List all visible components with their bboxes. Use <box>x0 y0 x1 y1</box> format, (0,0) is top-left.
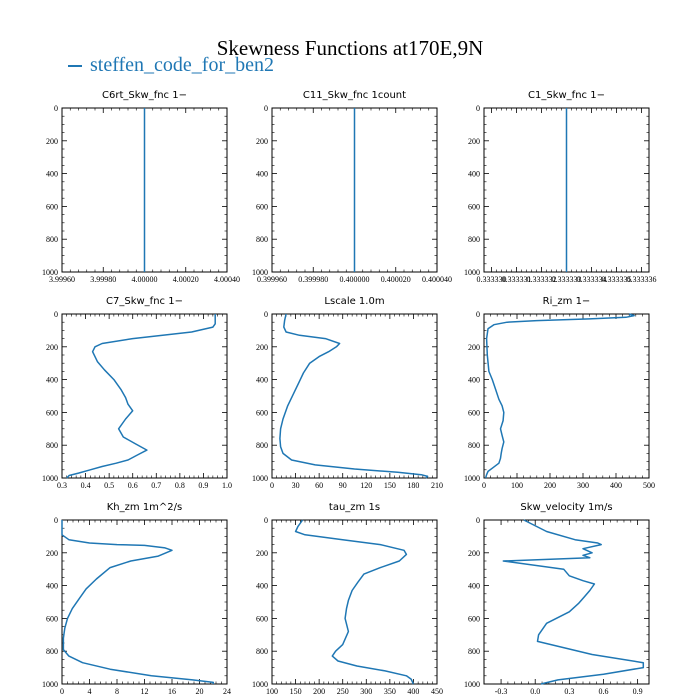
panel-6-xtick-label: 0 <box>482 481 486 490</box>
panel-8-ytick-label: 200 <box>256 548 268 558</box>
panel-8-xtick-label: 400 <box>407 687 420 696</box>
panel-5-xtick-label: 30 <box>291 481 300 490</box>
panel-8-ytick-label: 1000 <box>252 680 268 689</box>
panel-2-ytick-label: 400 <box>256 169 268 179</box>
panel-5-xtick-label: 0 <box>270 481 274 490</box>
panel-8-xtick-label: 450 <box>431 687 443 696</box>
panel-4-xtick-label: 0.7 <box>151 481 162 490</box>
panel-6-series-line <box>486 314 634 478</box>
panel-4-xtick-label: 0.6 <box>127 481 138 490</box>
panel-5-xtick-label: 210 <box>431 481 443 490</box>
panel-5-xtick-label: 150 <box>383 481 396 490</box>
panel-4-xtick-label: 0.4 <box>80 481 91 490</box>
panel-6-ytick-label: 1000 <box>464 474 480 483</box>
panel-5-ytick-label: 0 <box>264 310 268 319</box>
panel-5-xtick-label: 120 <box>360 481 373 490</box>
panel-5-xtick-label: 90 <box>338 481 347 490</box>
panel-6-title: Ri_zm 1− <box>542 296 591 307</box>
panel-8-xtick-label: 200 <box>313 687 326 696</box>
panel-8-frame <box>272 520 437 684</box>
panel-1-ytick-label: 400 <box>46 169 58 179</box>
panel-3-ytick-label: 0 <box>476 104 480 113</box>
panel-3-xtick-label: 0.333331 <box>501 275 532 284</box>
panel-9-ytick-label: 600 <box>468 614 480 624</box>
panel-9-xtick-label: 0.3 <box>564 687 575 696</box>
panel-6-ytick-label: 800 <box>468 441 480 451</box>
panel-9-xtick-label: 0.9 <box>632 687 643 696</box>
panel-3-ytick-label: 800 <box>468 235 480 245</box>
panel-8-series-line <box>296 520 414 684</box>
panel-3-xtick-label: 0.333336 <box>626 275 657 284</box>
panel-7-title: Kh_zm 1m^2/s <box>106 502 183 513</box>
panel-9-title: Skw_velocity 1m/s <box>520 502 613 513</box>
panel-4-xtick-label: 0.5 <box>104 481 115 490</box>
panel-9-ytick-label: 1000 <box>464 680 480 689</box>
panel-7-xtick-label: 0 <box>60 687 64 696</box>
panel-7-ytick-label: 800 <box>46 647 58 657</box>
panel-8-title: tau_zm 1s <box>328 502 381 513</box>
panel-4-ytick-label: 400 <box>46 375 58 385</box>
panel-1-ytick-label: 800 <box>46 235 58 245</box>
panel-4-series-line <box>67 314 216 478</box>
panel-5-ytick-label: 600 <box>256 408 268 418</box>
panel-2-ytick-label: 600 <box>256 202 268 212</box>
panel-7-xtick-label: 4 <box>87 687 92 696</box>
panel-4-ytick-label: 800 <box>46 441 58 451</box>
panel-8-xtick-label: 350 <box>383 687 396 696</box>
panel-4-xtick-label: 0.8 <box>174 481 185 490</box>
panel-1-xtick-label: 4.00020 <box>172 275 199 284</box>
panel-5-xtick-label: 180 <box>407 481 420 490</box>
panel-2-xtick-label: 0.399980 <box>298 275 329 284</box>
panel-3-ytick-label: 600 <box>468 202 480 212</box>
panel-3-xtick-label: 0.333335 <box>601 275 632 284</box>
panel-5-series-line <box>280 314 428 478</box>
panel-5-title: Lscale 1.0m <box>324 296 385 307</box>
panel-7-series-line <box>62 520 213 684</box>
panel-9-series-line <box>503 520 643 684</box>
panel-4-title: C7_Skw_fnc 1− <box>106 296 183 307</box>
panel-5-ytick-label: 800 <box>256 441 268 451</box>
figure-title: Skewness Functions at170E,9N <box>216 36 484 60</box>
panel-6-ytick-label: 400 <box>468 375 480 385</box>
panel-9-ytick-label: 800 <box>468 647 480 657</box>
panel-4-ytick-label: 1000 <box>42 474 58 483</box>
panel-1-title: C6rt_Skw_fnc 1− <box>102 90 187 101</box>
panel-5-ytick-label: 1000 <box>252 474 268 483</box>
panel-1-xtick-label: 3.99980 <box>90 275 117 284</box>
panel-2-ytick-label: 0 <box>264 104 268 113</box>
panel-4-ytick-label: 0 <box>54 310 58 319</box>
panel-8-xtick-label: 100 <box>266 687 278 696</box>
panel-6-frame <box>484 314 649 478</box>
panel-8-ytick-label: 0 <box>264 516 268 525</box>
panel-1-xtick-label: 4.00040 <box>214 275 240 284</box>
panel-2-xtick-label: 0.400040 <box>422 275 452 284</box>
panel-3-title: C1_Skw_fnc 1− <box>528 90 605 101</box>
panel-8-xtick-label: 150 <box>289 687 302 696</box>
panel-9-ytick-label: 400 <box>468 581 480 591</box>
panel-6-ytick-label: 0 <box>476 310 480 319</box>
panel-8-xtick-label: 300 <box>360 687 373 696</box>
panel-5-ytick-label: 200 <box>256 342 268 352</box>
panel-7-xtick-label: 8 <box>115 687 119 696</box>
panel-1-xtick-label: 3.99960 <box>49 275 75 284</box>
panel-7-ytick-label: 200 <box>46 548 58 558</box>
panel-4-ytick-label: 200 <box>46 342 58 352</box>
panel-1-ytick-label: 0 <box>54 104 58 113</box>
panel-1-ytick-label: 200 <box>46 136 58 146</box>
panel-3-xtick-label: 0.333333 <box>551 275 582 284</box>
panel-7-ytick-label: 0 <box>54 516 58 525</box>
panel-3-ytick-label: 1000 <box>464 268 480 277</box>
panel-3-ytick-label: 400 <box>468 169 480 179</box>
panel-4-xtick-label: 0.3 <box>57 481 67 490</box>
panel-2-xtick-label: 0.400020 <box>380 275 411 284</box>
panel-2-xtick-label: 0.400000 <box>339 275 370 284</box>
panel-6-xtick-label: 300 <box>577 481 589 490</box>
panel-6-xtick-label: 500 <box>643 481 655 490</box>
panel-7-xtick-label: 12 <box>140 687 149 696</box>
panel-8-ytick-label: 800 <box>256 647 268 657</box>
panel-7-xtick-label: 24 <box>223 687 231 696</box>
panel-2-ytick-label: 1000 <box>252 268 268 277</box>
panel-2-title: C11_Skw_fnc 1count <box>302 90 407 101</box>
panel-7-frame <box>62 520 227 684</box>
panel-4-xtick-label: 1.0 <box>222 481 232 490</box>
panel-5-frame <box>272 314 437 478</box>
panel-2-ytick-label: 800 <box>256 235 268 245</box>
panel-7-ytick-label: 600 <box>46 614 58 624</box>
panel-6-xtick-label: 400 <box>610 481 622 490</box>
panel-9-xtick-label: 0.6 <box>598 687 609 696</box>
panel-8-ytick-label: 600 <box>256 614 268 624</box>
panel-9-xtick-label: 0.0 <box>530 687 541 696</box>
panel-5-xtick-label: 60 <box>315 481 324 490</box>
panel-9-xtick-label: -0.3 <box>494 687 508 696</box>
legend-label: steffen_code_for_ben2 <box>90 54 275 76</box>
panel-2-ytick-label: 200 <box>256 136 268 146</box>
panel-9-ytick-label: 0 <box>476 516 480 525</box>
panel-7-xtick-label: 16 <box>168 687 176 696</box>
panel-6-xtick-label: 200 <box>544 481 556 490</box>
panel-3-xtick-label: 0.333334 <box>576 275 607 284</box>
panel-6-ytick-label: 600 <box>468 408 480 418</box>
panel-3-xtick-label: 0.333330 <box>476 275 507 284</box>
panel-8-xtick-label: 250 <box>336 687 349 696</box>
panel-1-ytick-label: 1000 <box>42 268 58 277</box>
panel-4-xtick-label: 0.9 <box>198 481 209 490</box>
panel-3-xtick-label: 0.333332 <box>526 275 557 284</box>
panel-6-xtick-label: 100 <box>511 481 523 490</box>
panel-4-ytick-label: 600 <box>46 408 58 418</box>
panel-6-ytick-label: 200 <box>468 342 480 352</box>
panel-7-ytick-label: 1000 <box>42 680 58 689</box>
panel-1-xtick-label: 4.00000 <box>131 275 158 284</box>
panel-2-xtick-label: 0.399960 <box>257 275 287 284</box>
panel-7-ytick-label: 400 <box>46 581 58 591</box>
panel-4-frame <box>62 314 227 478</box>
panel-1-ytick-label: 600 <box>46 202 58 212</box>
panel-5-ytick-label: 400 <box>256 375 268 385</box>
panel-7-xtick-label: 20 <box>195 687 204 696</box>
panel-8-ytick-label: 400 <box>256 581 268 591</box>
panel-9-ytick-label: 200 <box>468 548 480 558</box>
panel-3-ytick-label: 200 <box>468 136 480 146</box>
